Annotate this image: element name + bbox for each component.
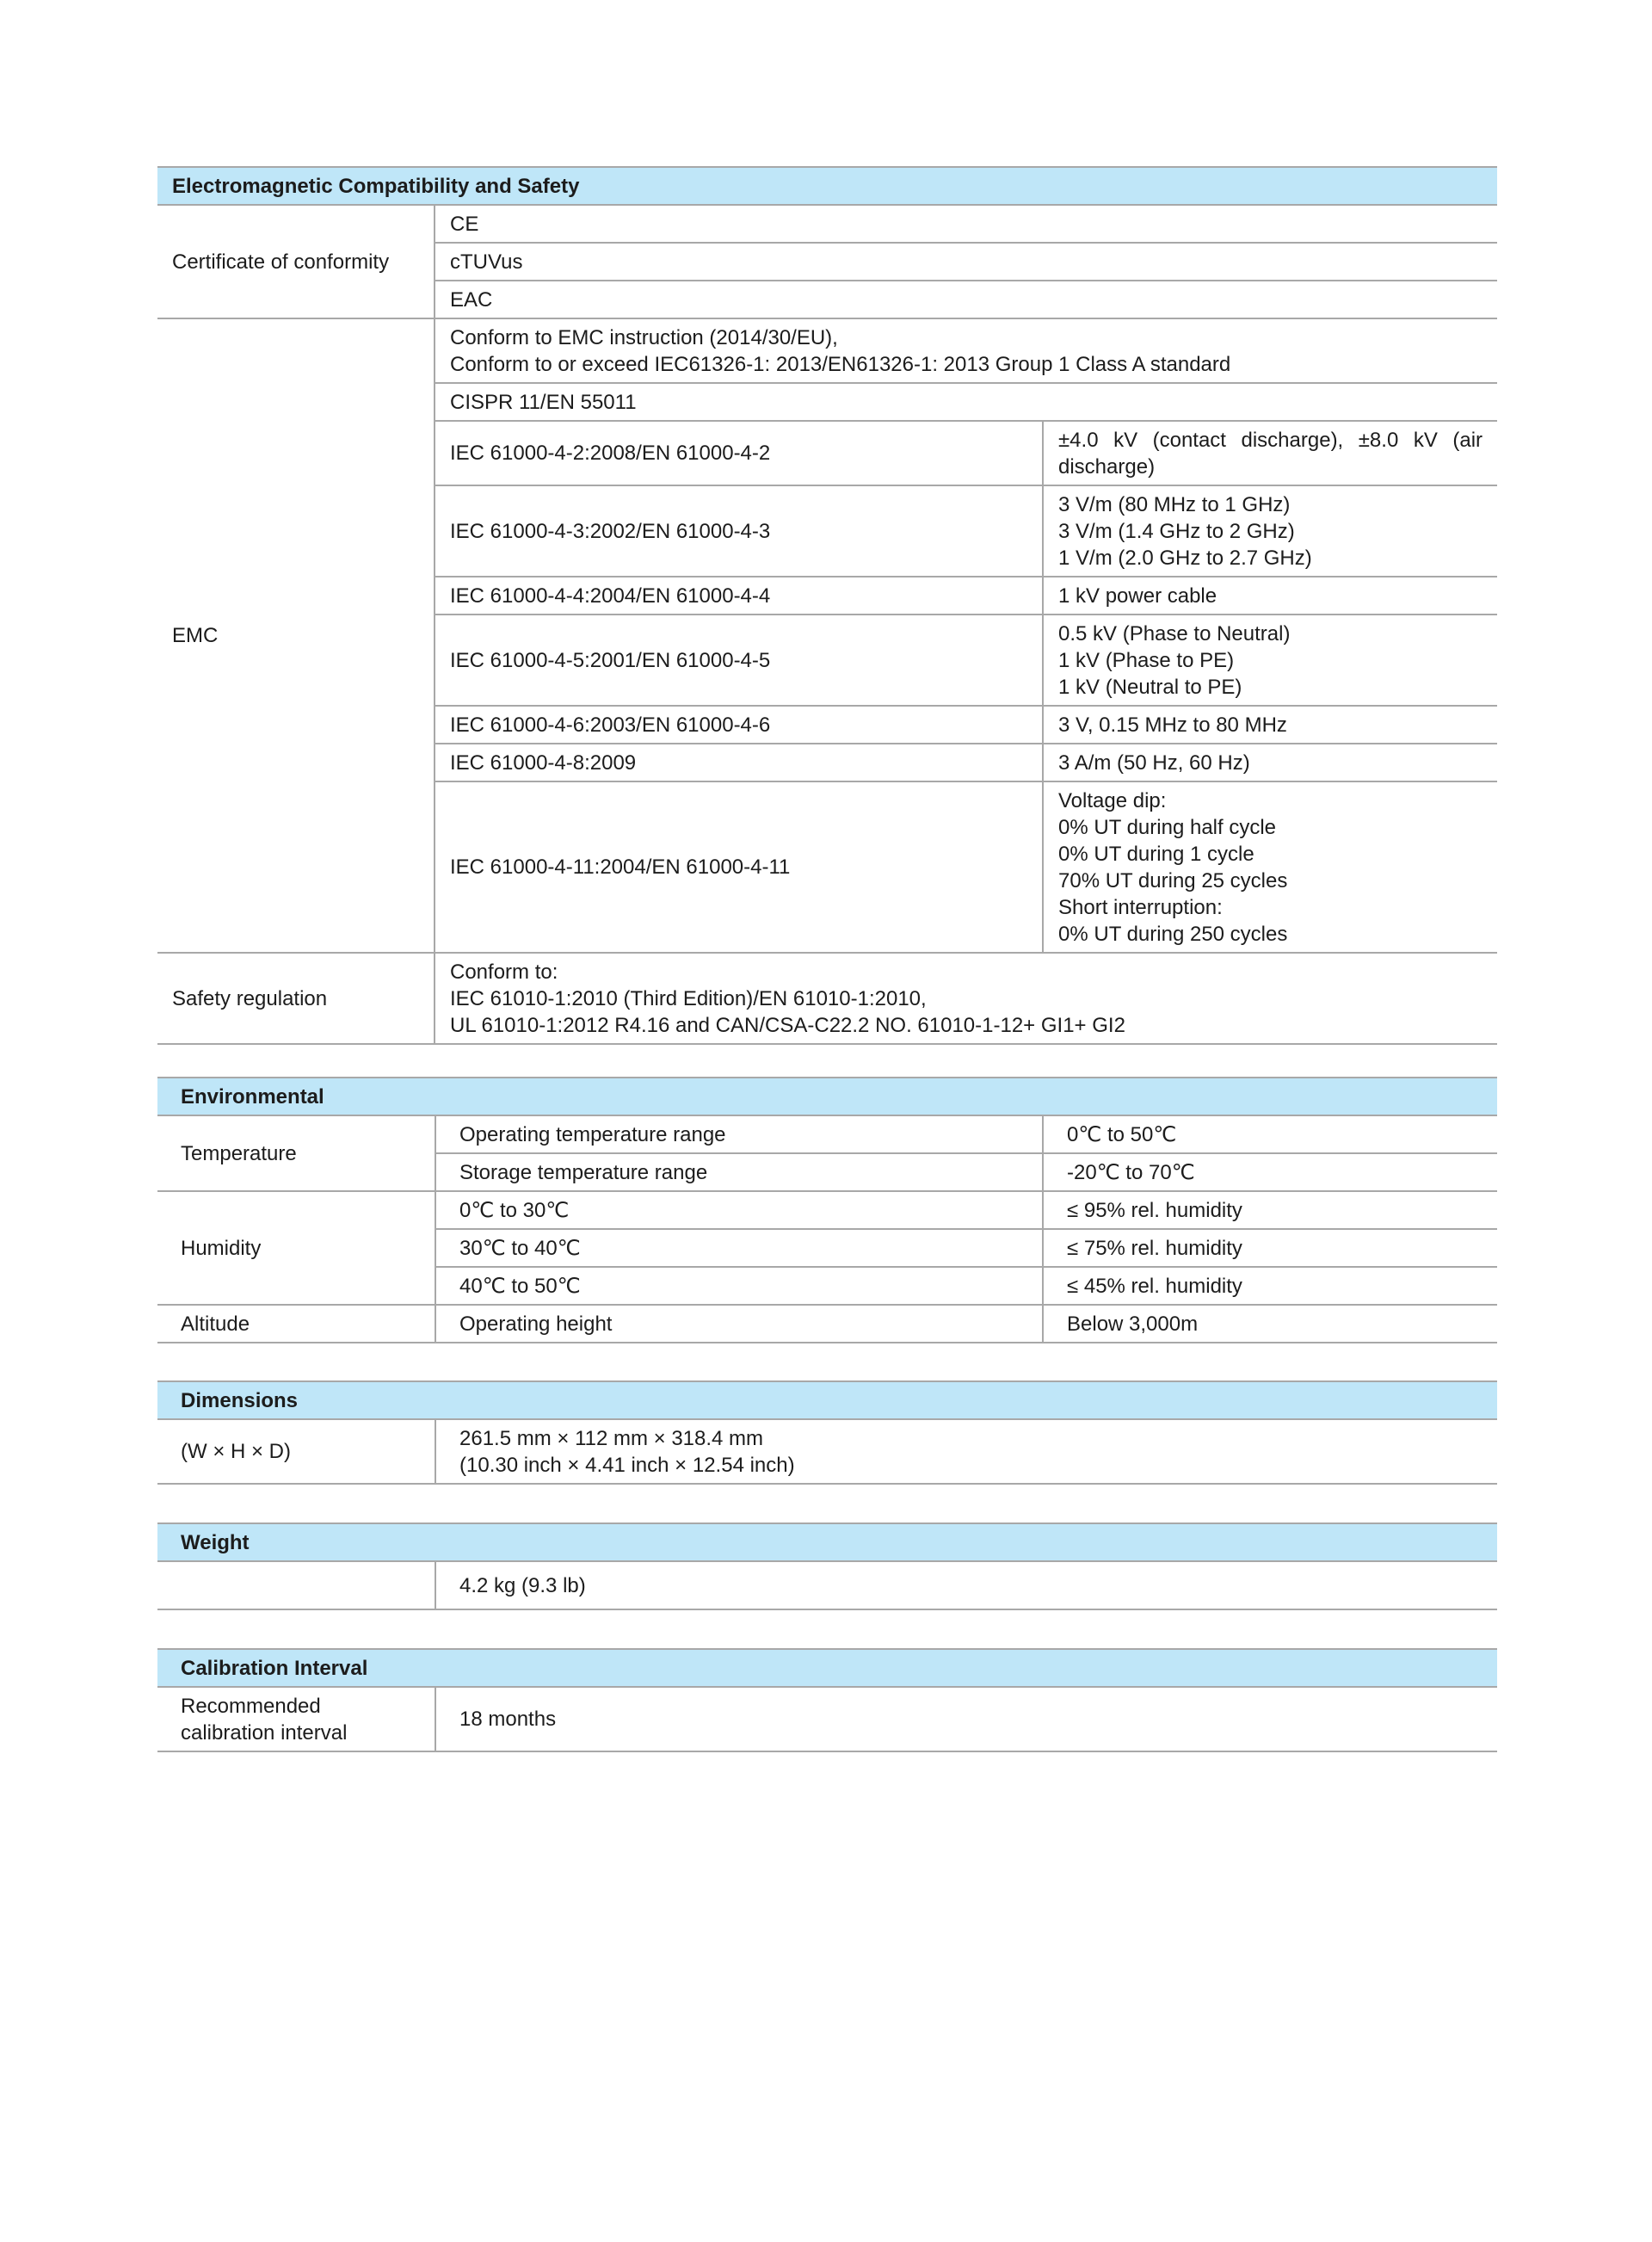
table-row: [157, 1561, 1497, 1609]
emc-test-limit: 3 V/m (1.4 GHz to 2 GHz): [1058, 519, 1295, 543]
table-row: [157, 1687, 1497, 1751]
dimensions-table: [157, 1380, 1497, 1485]
emc-test-limit: 1 kV (Neutral to PE): [1058, 675, 1242, 699]
humidity-label: Humidity: [157, 1191, 435, 1305]
safety-line: UL 61010-1:2012 R4.16 and CAN/CSA-C22.2 NO. 61010-1-12+ GI1+ GI2: [450, 1013, 1125, 1037]
emc-test-limit: Voltage dip:: [1058, 788, 1167, 812]
table-row: [157, 1115, 1497, 1153]
table-row: [157, 1305, 1497, 1343]
emc-test-limits: [1043, 615, 1497, 706]
section-title: Environmental: [157, 1078, 1497, 1115]
table-row: [157, 1191, 1497, 1229]
section-title: Electromagnetic Compatibility and Safety: [157, 167, 1497, 205]
weight-label: [157, 1561, 435, 1609]
certificate-label: Certificate of conformity: [157, 205, 435, 318]
emc-intro-line: Conform to EMC instruction (2014/30/EU),: [450, 325, 838, 349]
certificate-item: cTUVus: [435, 243, 1497, 281]
emc-test-limit: 3 V/m (80 MHz to 1 GHz): [1058, 492, 1291, 516]
safety-text: [435, 953, 1497, 1044]
environmental-table: [157, 1077, 1497, 1343]
dimensions-line: 261.5 mm × 112 mm × 318.4 mm: [459, 1426, 764, 1450]
calibration-label: [157, 1687, 435, 1751]
section-header-dimensions: [157, 1381, 1497, 1419]
safety-line: Conform to:: [450, 960, 558, 984]
emc-label: EMC: [157, 318, 435, 953]
temperature-value: -20℃ to 70℃: [1043, 1153, 1497, 1191]
dimensions-line: (10.30 inch × 4.41 inch × 12.54 inch): [459, 1453, 795, 1477]
humidity-value: ≤ 45% rel. humidity: [1043, 1267, 1497, 1305]
emc-test-limit: Short interruption:: [1058, 895, 1223, 919]
section-header-calibration: [157, 1649, 1497, 1687]
humidity-range: 0℃ to 30℃: [435, 1191, 1043, 1229]
emc-cispr: CISPR 11/EN 55011: [435, 383, 1497, 421]
emc-intro-line: Conform to or exceed IEC61326-1: 2013/EN61326-1: 2013 Group 1 Class A standard: [450, 352, 1231, 376]
temperature-value: 0℃ to 50℃: [1043, 1115, 1497, 1153]
emc-test-limit: ±4.0 kV (contact discharge), ±8.0 kV (air discharge): [1043, 421, 1497, 485]
calibration-label-line: Recommended: [181, 1694, 321, 1718]
emc-test-standard: IEC 61000-4-3:2002/EN 61000-4-3: [435, 485, 1043, 577]
emc-test-limit: 3 A/m (50 Hz, 60 Hz): [1043, 744, 1497, 781]
dimensions-value: [435, 1419, 1497, 1484]
emc-test-limit: 0.5 kV (Phase to Neutral): [1058, 621, 1291, 645]
emc-test-limits: [1043, 781, 1497, 953]
certificate-item: EAC: [435, 281, 1497, 318]
calibration-value: 18 months: [435, 1687, 1497, 1751]
section-header-emc-safety: [157, 167, 1497, 205]
emc-test-limit: 1 kV power cable: [1043, 577, 1497, 615]
altitude-name: Operating height: [435, 1305, 1043, 1343]
safety-label: Safety regulation: [157, 953, 435, 1044]
weight-table: [157, 1522, 1497, 1610]
temperature-label: Temperature: [157, 1115, 435, 1191]
dimensions-label: (W × H × D): [157, 1419, 435, 1484]
section-title: Dimensions: [157, 1381, 1497, 1419]
emc-test-standard: IEC 61000-4-6:2003/EN 61000-4-6: [435, 706, 1043, 744]
emc-test-standard: IEC 61000-4-11:2004/EN 61000-4-11: [435, 781, 1043, 953]
table-row: [157, 318, 1497, 383]
emc-test-limit: 1 V/m (2.0 GHz to 2.7 GHz): [1058, 546, 1312, 570]
altitude-value: Below 3,000m: [1043, 1305, 1497, 1343]
emc-test-limit: 0% UT during 250 cycles: [1058, 922, 1288, 946]
humidity-range: 40℃ to 50℃: [435, 1267, 1043, 1305]
emc-test-standard: IEC 61000-4-4:2004/EN 61000-4-4: [435, 577, 1043, 615]
humidity-range: 30℃ to 40℃: [435, 1229, 1043, 1267]
section-header-environmental: [157, 1078, 1497, 1115]
emc-test-limit: 1 kV (Phase to PE): [1058, 648, 1235, 672]
emc-intro: [435, 318, 1497, 383]
certificate-item: CE: [435, 205, 1497, 243]
calibration-table: [157, 1648, 1497, 1752]
safety-line: IEC 61010-1:2010 (Third Edition)/EN 61010-1:2010,: [450, 986, 927, 1010]
weight-value: 4.2 kg (9.3 lb): [435, 1561, 1497, 1609]
emc-test-limit: 70% UT during 25 cycles: [1058, 868, 1288, 892]
temperature-name: Storage temperature range: [435, 1153, 1043, 1191]
emc-safety-table: [157, 166, 1497, 1045]
emc-test-limit: 0% UT during half cycle: [1058, 815, 1277, 839]
emc-test-limit: 0% UT during 1 cycle: [1058, 842, 1254, 866]
table-row: [157, 1419, 1497, 1484]
emc-test-limits: [1043, 485, 1497, 577]
section-header-weight: [157, 1523, 1497, 1561]
table-row: [157, 953, 1497, 1044]
humidity-value: ≤ 75% rel. humidity: [1043, 1229, 1497, 1267]
emc-test-standard: IEC 61000-4-5:2001/EN 61000-4-5: [435, 615, 1043, 706]
emc-test-limit: 3 V, 0.15 MHz to 80 MHz: [1043, 706, 1497, 744]
calibration-label-line: calibration interval: [181, 1720, 348, 1745]
emc-test-standard: IEC 61000-4-8:2009: [435, 744, 1043, 781]
humidity-value: ≤ 95% rel. humidity: [1043, 1191, 1497, 1229]
altitude-label: Altitude: [157, 1305, 435, 1343]
emc-test-standard: IEC 61000-4-2:2008/EN 61000-4-2: [435, 421, 1043, 485]
temperature-name: Operating temperature range: [435, 1115, 1043, 1153]
table-row: [157, 205, 1497, 243]
section-title: Weight: [157, 1523, 1497, 1561]
section-title: Calibration Interval: [157, 1649, 1497, 1687]
